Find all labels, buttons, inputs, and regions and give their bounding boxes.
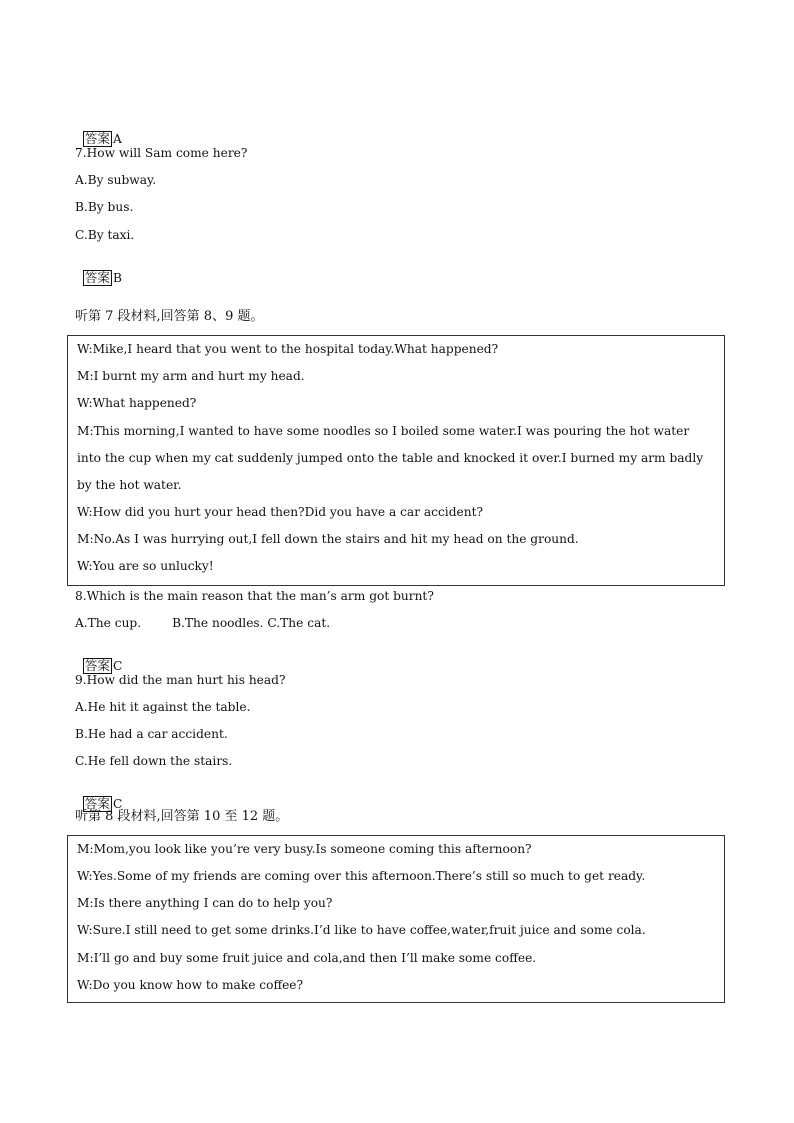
dialogue-line: W:Yes.Some of my friends are coming over this afternoon.There’s still so much to get ready. bbox=[77, 869, 646, 883]
option-c: C.By taxi. bbox=[75, 228, 135, 242]
dialogue-line: M:This morning,I wanted to have some noodles so I boiled some water.I was pouring the hot water bbox=[77, 424, 690, 438]
option-a: A.By subway. bbox=[75, 173, 157, 187]
option-a: A.He hit it against the table. bbox=[75, 700, 251, 714]
answer-label: 答案 bbox=[84, 131, 110, 146]
question-9: 9.How did the man hurt his head? bbox=[75, 673, 286, 687]
answer-line-q8 bbox=[75, 642, 122, 674]
answer-value: A bbox=[112, 132, 122, 146]
section-heading: 听第 8 段材料,回答第 10 至 12 题。 bbox=[75, 809, 289, 824]
dialogue-line: M:I burnt my arm and hurt my head. bbox=[77, 369, 305, 383]
question-8: 8.Which is the main reason that the man’s arm got burnt? bbox=[75, 589, 434, 603]
dialogue-line: W:Mike,I heard that you went to the hospital today.What happened? bbox=[77, 342, 499, 356]
options-line: A.The cup. B.The noodles. C.The cat. bbox=[75, 616, 331, 630]
dialogue-line: W:Sure.I still need to get some drinks.I’d like to have coffee,water,fruit juice and some cola. bbox=[77, 923, 646, 937]
option-c: C.He fell down the stairs. bbox=[75, 754, 233, 768]
option-b: B.By bus. bbox=[75, 200, 134, 214]
answer-value: C bbox=[112, 659, 123, 673]
dialogue-box bbox=[67, 335, 725, 586]
answer-label: 答案 bbox=[84, 270, 110, 285]
answer-line-q9 bbox=[75, 780, 122, 812]
section-heading: 听第 7 段材料,回答第 8、9 题。 bbox=[75, 309, 264, 324]
option-b: B.He had a car accident. bbox=[75, 727, 228, 741]
question-7: 7.How will Sam come here? bbox=[75, 146, 248, 160]
dialogue-line: W:You are so unlucky! bbox=[77, 559, 214, 573]
dialogue-line: M:Mom,you look like you’re very busy.Is someone coming this afternoon? bbox=[77, 842, 532, 856]
dialogue-line: M:No.As I was hurrying out,I fell down the stairs and hit my head on the ground. bbox=[77, 532, 579, 546]
answer-value: B bbox=[112, 271, 122, 285]
dialogue-line: W:How did you hurt your head then?Did you have a car accident? bbox=[77, 505, 484, 519]
answer-value: C bbox=[112, 797, 123, 811]
dialogue-line: M:I’ll go and buy some fruit juice and cola,and then I’ll make some coffee. bbox=[77, 951, 537, 965]
answer-line-q7 bbox=[75, 254, 122, 286]
dialogue-line: M:Is there anything I can do to help you? bbox=[77, 896, 333, 910]
dialogue-line: W:Do you know how to make coffee? bbox=[77, 978, 304, 992]
answer-line-q6 bbox=[75, 115, 122, 147]
dialogue-line: W:What happened? bbox=[77, 396, 197, 410]
answer-label: 答案 bbox=[84, 796, 110, 811]
dialogue-box bbox=[67, 835, 725, 1003]
dialogue-line: by the hot water. bbox=[77, 478, 182, 492]
dialogue-line: into the cup when my cat suddenly jumped onto the table and knocked it over.I burned my arm badly bbox=[77, 451, 704, 465]
answer-label: 答案 bbox=[84, 658, 110, 673]
